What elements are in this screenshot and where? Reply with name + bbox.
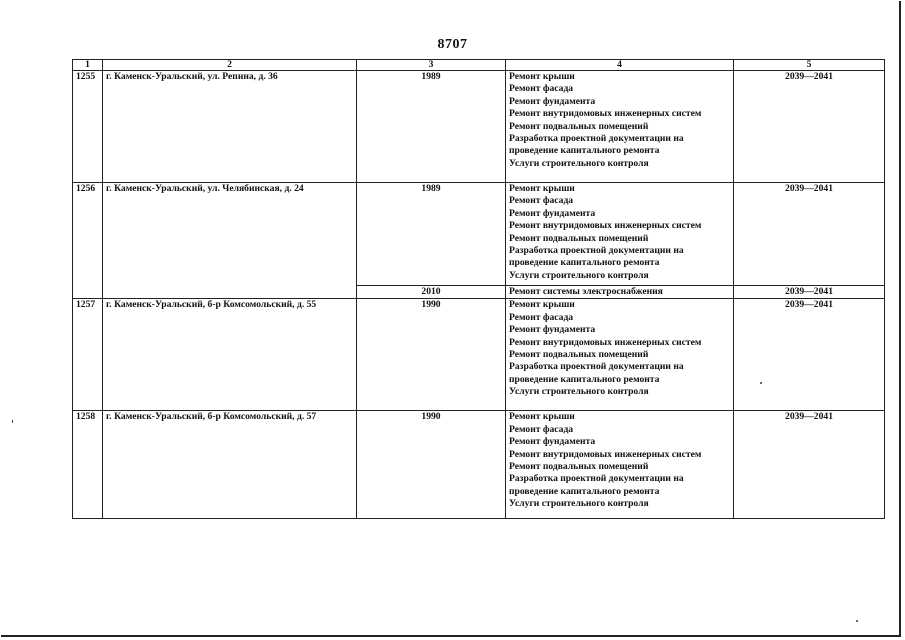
table-header-row [73,60,885,71]
row-address: г. Каменск-Уральский, б-р Комсомольский, д. 55 [103,299,357,411]
column-header-year: 3 [357,60,506,71]
work-item: Ремонт фундамента [509,95,596,107]
work-item: Ремонт внутридомовых инженерных систем [509,448,702,460]
column-header-period: 5 [734,60,885,71]
row-period: 2039—2041 [734,183,885,286]
row-number: 1255 [73,71,103,183]
work-item: Ремонт подвальных помещений [509,232,649,244]
work-item: Разработка проектной документации на [509,473,684,485]
scan-speck [856,620,858,622]
row-works [506,71,734,183]
page-number: 8707 [437,37,468,52]
row-number: 1258 [73,411,103,519]
column-header-works: 4 [506,60,734,71]
column-header-address: 2 [103,60,357,71]
table-row [73,299,885,411]
work-item: Услуги строительного контроля [509,269,649,281]
work-item: Ремонт фасада [509,83,574,95]
work-item: Ремонт фундамента [509,207,596,219]
work-item: Ремонт фундамента [509,324,596,336]
row-year: 1989 [357,71,506,183]
row-year: 1990 [357,299,506,411]
work-item: Ремонт фундамента [509,436,596,448]
work-item: Ремонт внутридомовых инженерных систем [509,220,702,232]
scan-speck [760,382,762,384]
table-row [73,411,885,519]
row-address: г. Каменск-Уральский, б-р Комсомольский, д. 57 [103,411,357,519]
work-item: Ремонт подвальных помещений [509,461,649,473]
subrow-work [506,286,734,299]
work-item: Ремонт крыши [509,411,575,423]
work-item: проведение капитального ремонта [509,485,660,497]
table-row [73,183,885,286]
row-period: 2039—2041 [734,299,885,411]
work-item: Ремонт внутридомовых инженерных систем [509,108,702,120]
table-row [73,71,885,183]
work-item: Ремонт фасада [509,311,574,323]
subrow-year: 2010 [357,286,506,299]
work-item: Услуги строительного контроля [509,157,649,169]
scan-speck [12,420,13,423]
work-item: Ремонт подвальных помещений [509,349,649,361]
row-number: 1256 [73,183,103,299]
row-period: 2039—2041 [734,71,885,183]
work-item: Услуги строительного контроля [509,498,649,510]
work-item: Ремонт внутридомовых инженерных систем [509,336,702,348]
work-item: проведение капитального ремонта [509,373,660,385]
row-year: 1989 [357,183,506,286]
subrow-period: 2039—2041 [734,286,885,299]
work-item: проведение капитального ремонта [509,145,660,157]
work-item: проведение капитального ремонта [509,257,660,269]
work-item: Услуги строительного контроля [509,386,649,398]
row-works [506,299,734,411]
work-item: Ремонт системы электроснабжения [509,286,663,297]
row-address: г. Каменск-Уральский, ул. Челябинская, д. 24 [103,183,357,299]
row-number: 1257 [73,299,103,411]
row-address: г. Каменск-Уральский, ул. Репина, д. 36 [103,71,357,183]
row-year: 1990 [357,411,506,519]
work-item: Разработка проектной документации на [509,133,684,145]
column-header-number: 1 [73,60,103,71]
work-item: Разработка проектной документации на [509,361,684,373]
work-item: Ремонт крыши [509,299,575,311]
work-item: Ремонт крыши [509,183,575,194]
capital-repair-table [72,59,885,519]
work-item: Ремонт фасада [509,423,574,435]
work-item: Ремонт подвальных помещений [509,120,649,132]
row-works [506,411,734,519]
row-period: 2039—2041 [734,411,885,519]
work-item: Ремонт крыши [509,71,575,82]
work-item: Ремонт фасада [509,195,574,207]
row-works [506,183,734,286]
work-item: Разработка проектной документации на [509,245,684,257]
